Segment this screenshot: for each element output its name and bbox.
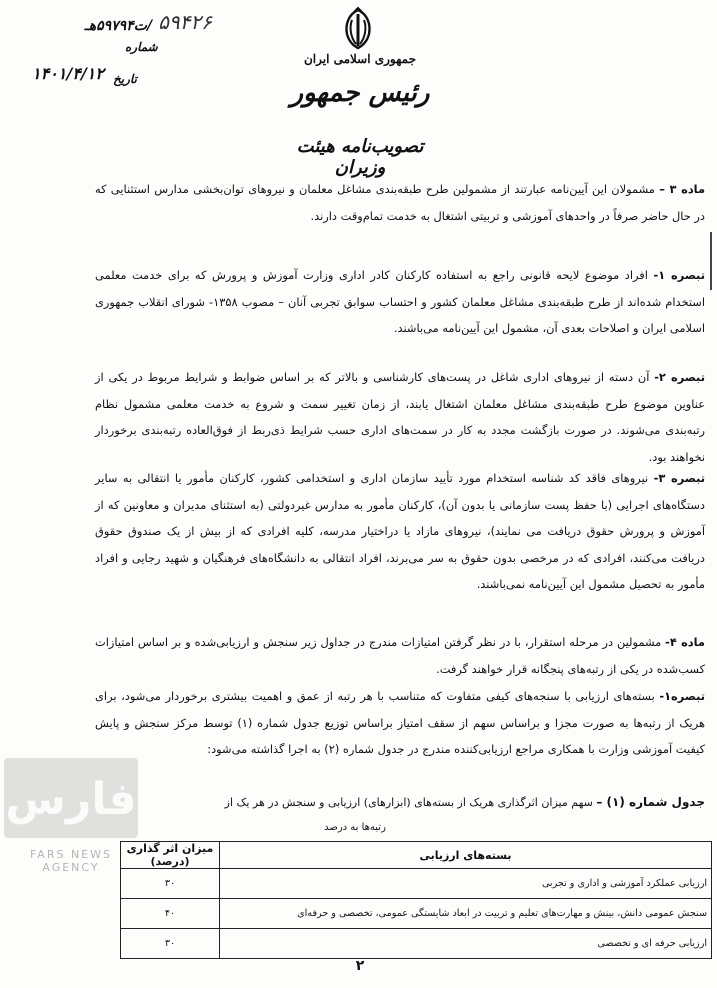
table-1-unit-note: رتبه‌ها به درصد <box>324 822 386 833</box>
note-3-text: نیروهای فاقد کد شناسه استخدام مورد تأیید سازمان اداری و استخدامی کشور، کارکنان مأمور یا انتقالی به سایر دستگاه‌های اجرایی (با حفظ پست سازمانی یا بدون آن)، کارکنان مأمور به مدارس غیردولتی (به استثنای مدیران و معاونین که از آموزش و پرورش حقوق دریافت می نمایند)، نیروهای مازاد یا دراختیار مدرسه، کلیه افرادی که از بیش از یک صندوق حقوق دریافت می‌کنند، افرادی که در مرخصی بدون حقوق به سر می‌برند، افراد انتقالی به دانشگاه‌های فرهنگیان و شهید رجایی و افراد مأمور به تحصیل مشمول این آیین‌نامه نمی‌باشند. <box>95 471 705 591</box>
fars-logo-icon <box>2 752 140 844</box>
table-1-title-label: جدول شماره (۱) – <box>596 795 705 809</box>
column-header-package: بسته‌های ارزیابی <box>220 842 712 869</box>
table-row <box>121 869 712 899</box>
article-4 <box>95 629 705 682</box>
iran-emblem-icon <box>333 6 383 52</box>
note-2-text: آن دسته از نیروهای اداری شاغل در پست‌های کارشناسی و بالاتر که بر اساس ضوابط و شرایط مربوط در یکی از عناوین موضوع طرح طبقه‌بندی مشاغل معلمان اشتغال یابند، از زمان تغییر سمت و شروع به خدمت معلمی مشمول نظام رتبه‌بندی می‌شوند. در صورت بازگشت مجدد به کار در سمت‌های اداری حسب شرایط ذی‌ربط از فوق‌العاده رتبه‌بندی برخوردار نخواهند بود. <box>95 370 705 464</box>
cabinet-decree-heading: تصویب‌نامه هیئت وزیران <box>296 136 424 178</box>
note-2 <box>95 364 705 470</box>
page-number: ۲ <box>355 958 365 974</box>
article-4-note-1 <box>95 683 705 763</box>
table-cell-package: ارزیابی عملکرد آموزشی و اداری و تجربی <box>220 869 712 899</box>
note-3 <box>95 465 705 598</box>
table-1-title <box>95 795 705 809</box>
article-3-heading: ماده ۳ – <box>659 182 705 196</box>
margin-mark <box>710 232 712 290</box>
stamp-number: ۵۹۴۲۶ <box>158 10 212 34</box>
article-4-text: مشمولین در مرحله استقرار، با در نظر گرفتن امتیازات مندرج در جداول زیر سنجش و ارزیابی‌شده و بر اساس امتیازات کسب‌شده در یکی از رتبه‌های پنجگانه قرار خواهند گرفت. <box>95 635 705 676</box>
fars-watermark-logo <box>2 752 140 844</box>
article-3-text: مشمولان این آیین‌نامه عبارتند از مشمولین طرح طبقه‌بندی مشاغل معلمان و نیروهای توان‌بخشی مدارس استثنایی که در حال حاضر صرفاً در واحدهای آموزشی و تربیتی اشتغال به خدمت تمام‌وقت دارند. <box>95 182 705 223</box>
table-cell-package: سنجش عمومی دانش، بینش و مهارت‌های تعلیم و تربیت در ابعاد شایستگی عمومی، تخصصی و حرفه‌ای <box>220 899 712 929</box>
note-2-heading: تبصره ۲- <box>654 370 705 384</box>
table-row <box>121 929 712 959</box>
date-value: ۱۴۰۱/۴/۱۲ <box>32 64 104 83</box>
note-3-heading: تبصره ۳- <box>653 471 705 485</box>
table-cell-share: ۳۰ <box>121 929 220 959</box>
fars-agency-label: FARS NEWS AGENCY <box>29 848 112 874</box>
article-4-note-1-heading: تبصره۱- <box>659 689 705 703</box>
republic-heading: جمهوری اسلامی ایران <box>303 52 417 66</box>
table-1-title-text: سهم میزان اثرگذاری هریک از بسته‌های (ابزارهای) ارزیابی و سنجش در هر یک از <box>224 796 597 809</box>
table-row <box>121 899 712 929</box>
note-1 <box>95 262 705 342</box>
table-cell-share: ۴۰ <box>121 899 220 929</box>
president-heading: رئیس جمهور <box>290 78 430 108</box>
table-cell-share: ۳۰ <box>121 869 220 899</box>
note-1-text: افراد موضوع لایحه قانونی راجع به استفاده کارکنان کادر اداری وزارت آموزش و پرورش که برای خدمت معلمی استخدام شده‌اند از طرح طبقه‌بندی مشاغل معلمان کشور و احتساب سوابق تجربی آنان – مصوب ۱۳۵۸- شورای انقلاب جمهوری اسلامی ایران و اصلاحات بعدی آن، مشمول این آیین‌نامه می‌باشند. <box>95 268 705 335</box>
article-4-note-1-text: بسته‌های ارزیابی با سنجه‌های کیفی متفاوت که متناسب با هر رتبه از عمق و اهمیت بیشتری برخوردار می‌شود، برای هریک از رتبه‌ها به صورت مجزا و براساس سهم از سقف امتیاز براساس توزیع جدول شماره (۱) توسط مرکز سنجش و پایش کیفیت آموزشی وزارت با همکاری مراجع ارزیابی‌کننده مندرج در جدول شماره (۲) به اجرا گذاشته می‌شود: <box>95 689 705 756</box>
table-cell-package: ارزیابی حرفه ای و تخصصی <box>220 929 712 959</box>
date-label: تاریخ <box>113 72 137 86</box>
fars-logo-text: فارس <box>5 774 137 825</box>
letter-number: /ت۵۹۷۹۴هـ <box>84 18 152 34</box>
article-3 <box>95 176 705 229</box>
table-header-row <box>121 842 712 869</box>
article-4-heading: ماده ۴- <box>665 635 705 649</box>
column-header-share: میزان اثر گذاری (درصد) <box>121 842 220 869</box>
table-1 <box>120 841 712 959</box>
note-1-heading: تبصره ۱- <box>653 268 705 282</box>
number-label: شماره <box>125 40 158 54</box>
